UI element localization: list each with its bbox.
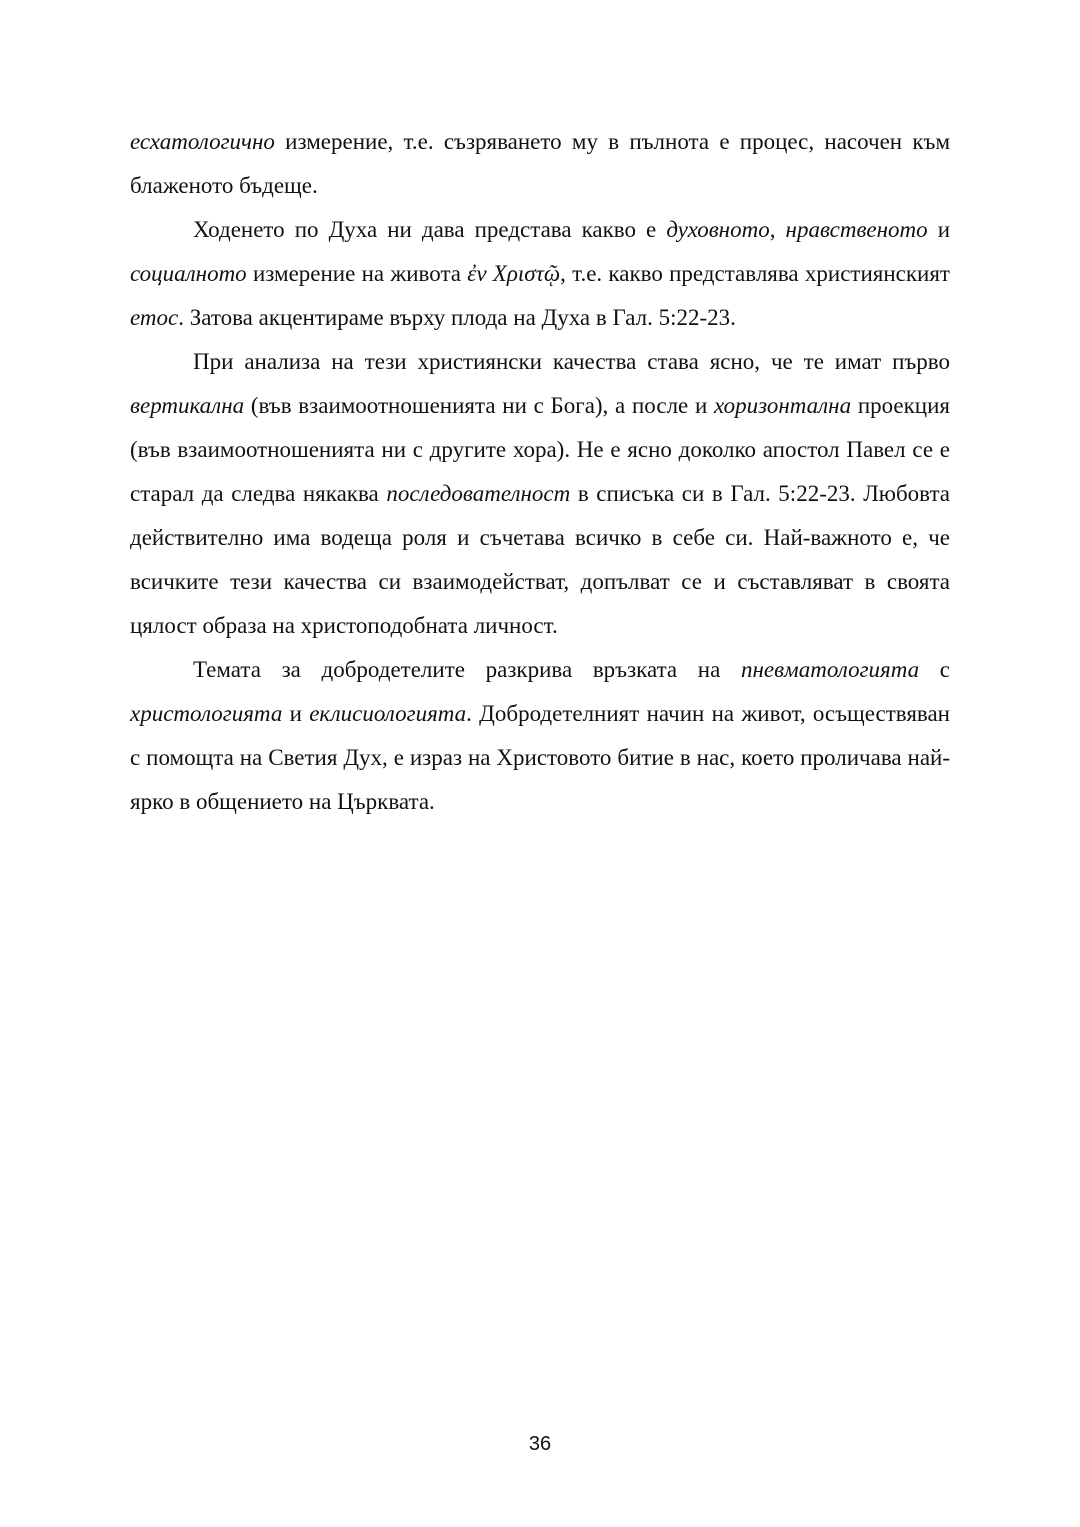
text-run: есхатологично [130, 129, 275, 154]
text-run: нравственото [785, 217, 928, 242]
text-run: Ходенето по Духа ни дава представа какво е [193, 217, 667, 242]
text-run: измерение на живота [246, 261, 468, 286]
text-run: етос [130, 305, 179, 330]
text-run: . Добродетелният начин на живот, осъществяван с помощта на Светия Дух, е израз на Христовото битие в нас, което проличава най-ярко в общението на Църквата. [130, 701, 950, 814]
text-run: , [769, 217, 786, 242]
text-run: и [927, 217, 951, 242]
text-run: хоризонтална [714, 393, 852, 418]
text-run: При анализа на тези християнски качества става ясно, че те имат първо [193, 349, 950, 374]
text-run: пневматологията [740, 657, 920, 682]
paragraph-3 [130, 340, 950, 648]
text-run: и [282, 701, 310, 726]
paragraph-1 [130, 120, 950, 208]
text-run: проекция (във взаимоотношенията ни с другите хора). Не е ясно доколко апостол Павел се е старал да следва някаква [130, 393, 950, 506]
paragraph-2 [130, 208, 950, 340]
greek-phrase: ἐν Χριστῷ [467, 261, 561, 286]
text-run: (във взаимоотношенията ни с Бога), а после и [244, 393, 715, 418]
text-run: с [919, 657, 950, 682]
text-run: еклисиологията [309, 701, 467, 726]
text-run: вертикална [130, 393, 245, 418]
text-run: духовното [666, 217, 770, 242]
paragraph-4 [130, 648, 950, 824]
text-run: . Затова акцентираме върху плода на Духа в Гал. 5:22-23. [178, 305, 736, 330]
text-run: Темата за добродетелите разкрива връзката на [193, 657, 741, 682]
text-run: социалното [130, 261, 247, 286]
text-run: в списъка си в Гал. 5:22-23. Любовта действително има водеща роля и съчетава всичко в себе си. Най-важното е, че всичките тези качества си взаимодействат, допълват се и съставляват в своята цялост образа на христоподобната личност. [130, 481, 951, 638]
text-run: , т.е. какво представлява християнският [560, 261, 950, 286]
text-run: измерение, т.е. съзряването му в пълнота е процес, насочен към блаженото бъдеще. [130, 129, 950, 198]
body-text [130, 120, 950, 824]
text-run: последователност [386, 481, 571, 506]
page-number: 36 [528, 1433, 552, 1455]
text-run: христологията [130, 701, 283, 726]
